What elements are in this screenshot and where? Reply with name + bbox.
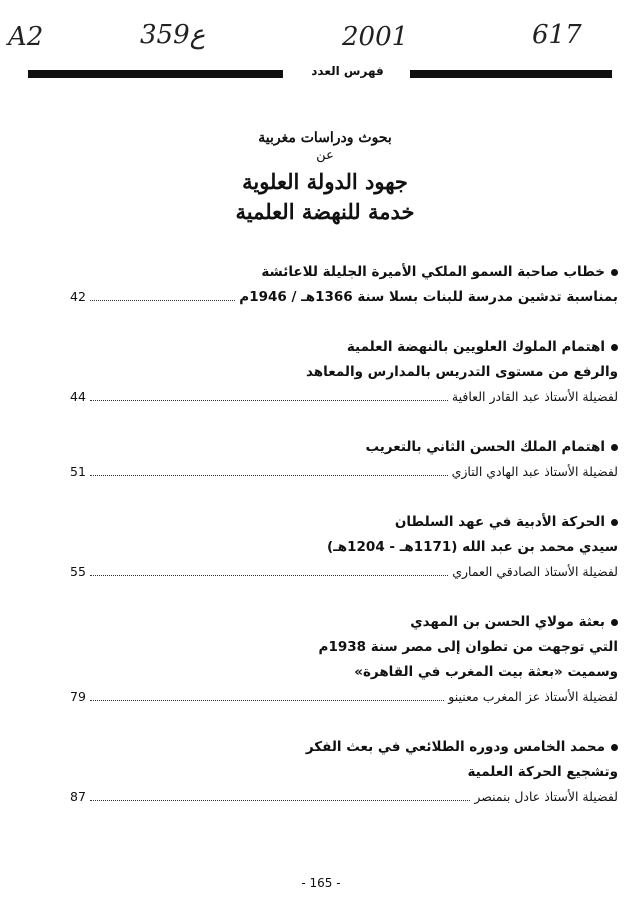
entry-title-continued: والرفع من مستوى التدريس بالمدارس والمعاهد	[306, 364, 618, 380]
margin-note-year: 2001	[342, 22, 409, 52]
bullet-icon	[611, 269, 618, 276]
entry-page-number: 79	[70, 689, 86, 704]
entry-page-number: 55	[70, 564, 86, 579]
toc-entry[interactable]	[70, 260, 618, 309]
bullet-icon	[611, 744, 618, 751]
entry-title: بعثة مولاي الحسن بن المهدي	[410, 614, 605, 630]
entry-page-number: 44	[70, 389, 86, 404]
dot-leader	[90, 475, 448, 476]
toc-entry[interactable]	[70, 335, 618, 409]
entry-author: لفضيلة الأستاذ عبد القادر العافية	[451, 389, 618, 404]
title-line-4: خدمة للنهضة العلمية	[235, 199, 415, 224]
entry-title: خطاب صاحبة السمو الملكي الأميرة الجليلة للاعائشة	[261, 264, 605, 280]
dot-leader	[90, 300, 235, 301]
entry-title: اهتمام الملوك العلويين بالنهضة العلمية	[346, 339, 605, 355]
entry-title-continued: وسميت «بعثة بيت المغرب في القاهرة»	[354, 664, 618, 680]
toc-entry[interactable]	[70, 435, 618, 484]
dot-leader	[90, 700, 444, 701]
entry-page-number: 42	[70, 289, 86, 304]
table-of-contents	[70, 260, 618, 835]
entry-author: لفضيلة الأستاذ عادل بنمنصر	[474, 789, 618, 804]
margin-note-number: 617	[532, 20, 582, 50]
issue-index-label: فهرس العدد	[311, 64, 384, 78]
toc-entry[interactable]	[70, 610, 618, 709]
title-line-1: بحوث ودراسات مغربية	[258, 130, 392, 146]
entry-author: بمناسبة تدشين مدرسة للبنات بسلا سنة 1366هـ / 1946م	[239, 289, 618, 305]
toc-entry[interactable]	[70, 735, 618, 809]
dot-leader	[90, 800, 470, 801]
header-rule-right	[410, 70, 612, 78]
dot-leader	[90, 575, 448, 576]
entry-page-number: 87	[70, 789, 86, 804]
bullet-icon	[611, 344, 618, 351]
margin-note-code: A2	[8, 22, 44, 52]
dot-leader	[90, 400, 448, 401]
bullet-icon	[611, 619, 618, 626]
title-line-3: جهود الدولة العلوية	[242, 169, 408, 194]
entry-title-continued: سيدي محمد بن عبد الله (1171هـ - 1204هـ)	[326, 539, 618, 555]
entry-title-continued: وتشجيع الحركة العلمية	[467, 764, 618, 780]
entry-author: لفضيلة الأستاذ عبد الهادي التازي	[451, 464, 618, 479]
entry-author: لفضيلة الأستاذ الصادقي العماري	[452, 564, 618, 579]
bullet-icon	[611, 444, 618, 451]
page-number: - 165 -	[301, 876, 341, 890]
toc-entry[interactable]	[70, 510, 618, 584]
title-line-2: عن	[316, 148, 334, 163]
margin-note-ref: 359ع	[140, 20, 206, 50]
entry-author: لفضيلة الأستاذ عز المغرب معنينو	[448, 689, 618, 704]
entry-title: محمد الخامس ودوره الطلائعي في بعث الفكر	[305, 739, 605, 755]
entry-title-continued: التي توجهت من تطوان إلى مصر سنة 1938م	[318, 639, 618, 655]
entry-title: اهتمام الملك الحسن الثاني بالتعريب	[365, 439, 605, 455]
section-title	[180, 130, 470, 227]
bullet-icon	[611, 519, 618, 526]
header-rule-left	[28, 70, 283, 78]
entry-title: الحركة الأدبية في عهد السلطان	[394, 514, 605, 530]
entry-page-number: 51	[70, 464, 86, 479]
